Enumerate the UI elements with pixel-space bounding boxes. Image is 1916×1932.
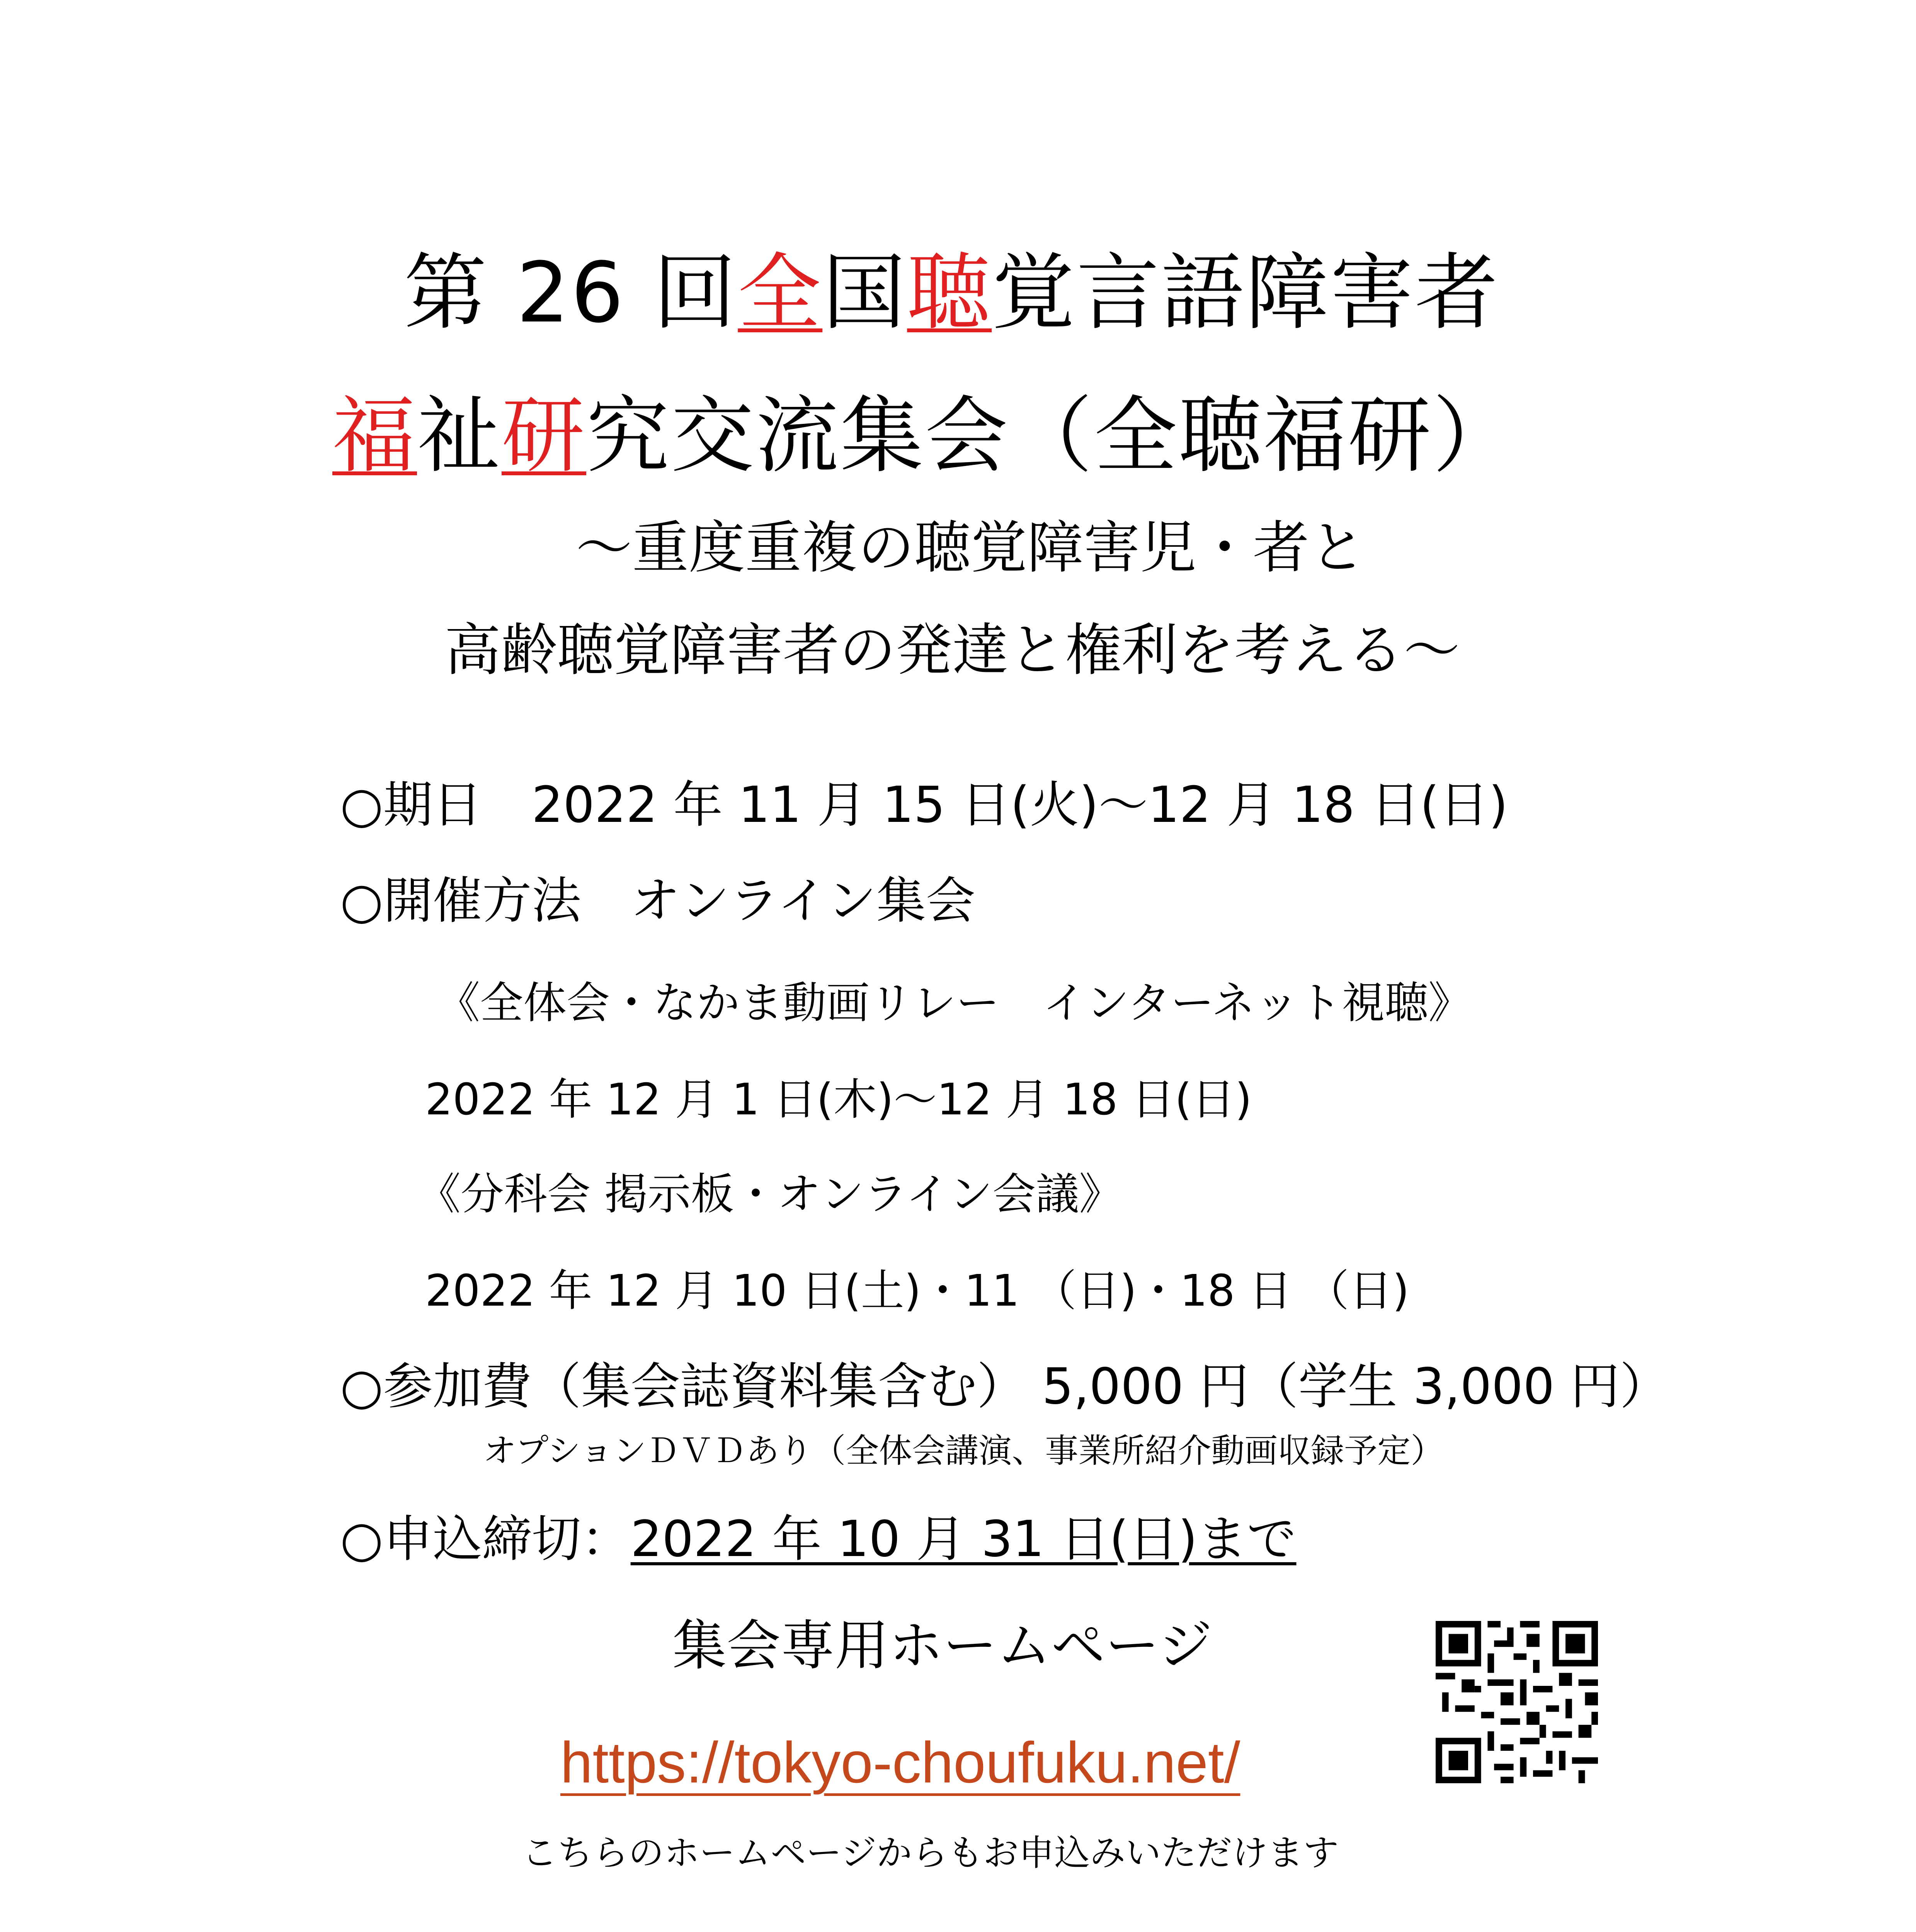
- plenary-dates: 2022 年 12 月 1 日(木)～12 月 18 日(日): [425, 1075, 1252, 1125]
- application-deadline: ○申込締切：2022 年 10 月 31 日(日)まで: [340, 1510, 1297, 1568]
- subcommittee-label: 《分科会 掲示板・オンライン会議》: [417, 1169, 1123, 1219]
- title-line-1: 第 26 回全国聴覚言語障害者: [404, 244, 1500, 341]
- title-highlight: 全: [738, 244, 823, 341]
- title-line-2: 福祉研究交流集会（全聴福研）: [332, 387, 1517, 484]
- subtitle-line-1: ～重度重複の聴覚障害児・者と: [576, 515, 1366, 581]
- deadline-date: 2022 年 10 月 31 日(日)まで: [630, 1510, 1297, 1568]
- title-highlight: 聴: [907, 244, 992, 341]
- title-highlight: 研: [502, 387, 586, 484]
- dvd-option-note: オプションＤＶＤあり（全体会講演、事業所紹介動画収録予定）: [483, 1432, 1444, 1470]
- title-highlight: 福: [332, 387, 417, 484]
- homepage-heading: 集会専用ホームページ: [672, 1614, 1213, 1677]
- participation-fee: ○参加費（集会誌資料集含む） 5,000 円（学生 3,000 円）: [340, 1358, 1669, 1415]
- plenary-label: 《全体会・なかま動画リレー インターネット視聴》: [437, 978, 1472, 1028]
- homepage-link[interactable]: https://tokyo-choufuku.net/: [560, 1730, 1240, 1795]
- event-method: ○開催方法 オンライン集会: [340, 872, 975, 930]
- subcommittee-dates: 2022 年 12 月 10 日(土)・11 （日)・18 日 （日): [425, 1266, 1409, 1316]
- subtitle-line-2: 高齢聴覚障害者の発達と権利を考える～: [444, 617, 1460, 683]
- event-dates: ○期日 2022 年 11 月 15 日(火)～12 月 18 日(日): [340, 776, 1508, 834]
- homepage-note: こちらのホームページからもお申込みいただけます: [522, 1832, 1339, 1874]
- qr-code-icon: [1436, 1621, 1598, 1783]
